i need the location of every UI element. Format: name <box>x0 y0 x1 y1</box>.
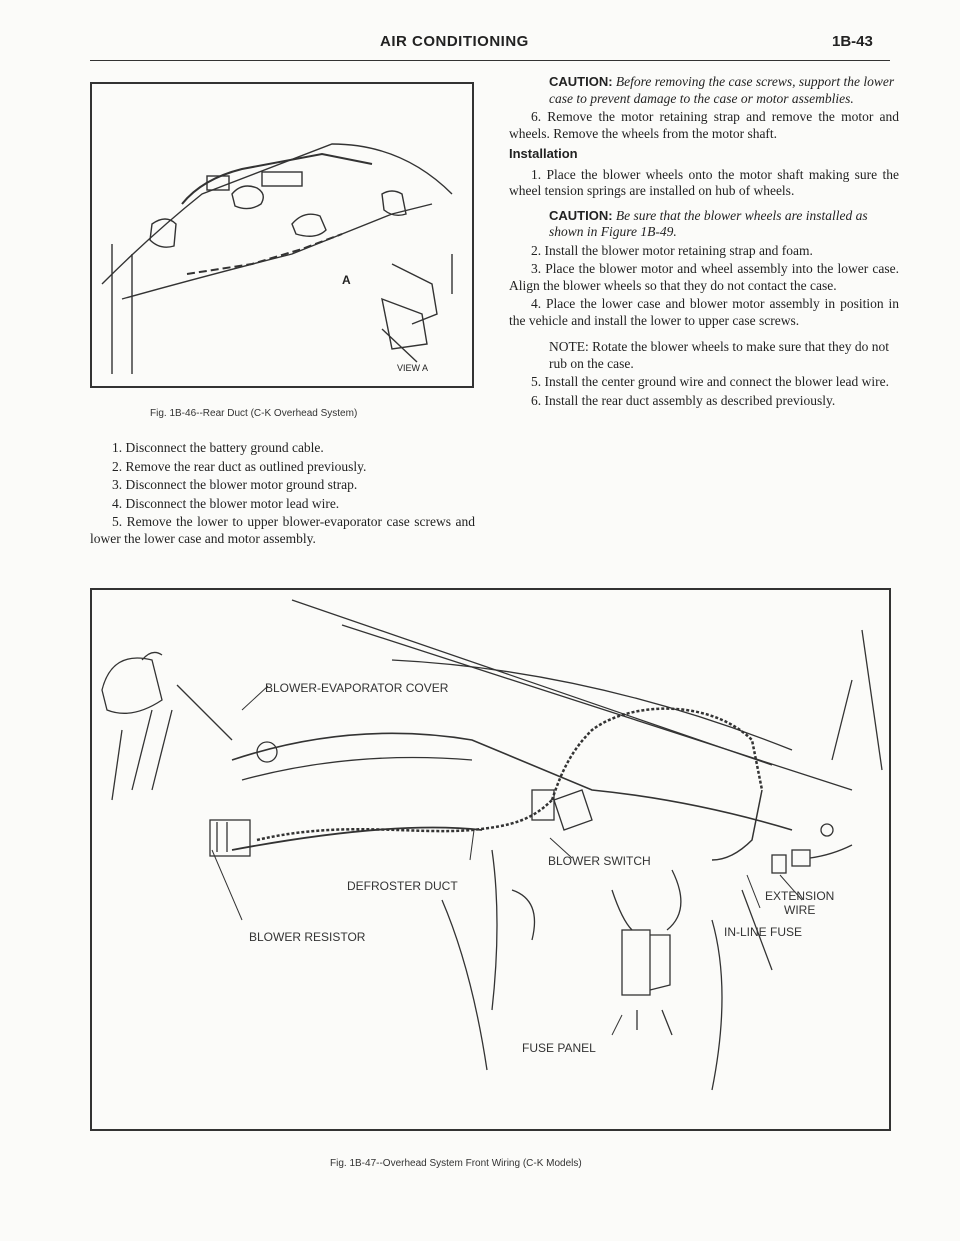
step: 4. Place the lower case and blower motor assembly in position in the vehicle and install the lower to upper case screws. <box>509 296 899 328</box>
step: 1. Disconnect the battery ground cable. <box>112 440 324 455</box>
step: 1. Place the blower wheels onto the motor shaft making sure the wheel tension springs are installed on hub of wheels. <box>509 166 899 198</box>
figure-front-wiring <box>90 588 891 1131</box>
step: 5. Install the center ground wire and connect the blower lead wire. <box>531 374 889 389</box>
header-rule <box>90 60 890 61</box>
label-extension: EXTENSION <box>765 889 835 903</box>
left-column <box>90 440 475 549</box>
caution-label: CAUTION: <box>549 207 613 223</box>
step: 6. Remove the motor retaining strap and remove the motor and wheels. Remove the wheels from the motor shaft. <box>509 109 899 141</box>
front-wiring-illustration <box>92 590 889 1129</box>
right-column <box>509 74 899 411</box>
step: 4. Disconnect the blower motor lead wire. <box>112 495 340 511</box>
label-blower-switch: BLOWER SWITCH <box>548 854 651 868</box>
view-label: VIEW A <box>397 363 429 373</box>
page-header-title: AIR CONDITIONING <box>380 33 529 50</box>
label-extension-wire: WIRE <box>784 903 816 917</box>
label-blower-resistor: BLOWER RESISTOR <box>249 930 366 944</box>
caution-note <box>549 208 899 241</box>
page-number: 1B-43 <box>832 33 873 50</box>
step: 2. Install the blower motor retaining strap and foam. <box>531 242 813 258</box>
step: 3. Disconnect the blower motor ground strap. <box>112 477 358 492</box>
label-blower-evaporator-cover: BLOWER-EVAPORATOR COVER <box>265 681 449 695</box>
figure2-caption: Fig. 1B-47--Overhead System Front Wiring (C-K Models) <box>330 1158 582 1169</box>
label-in-line-fuse: IN-LINE FUSE <box>724 925 803 939</box>
caution-note <box>549 74 899 107</box>
rear-duct-illustration <box>92 84 472 386</box>
figure-rear-duct <box>90 82 474 388</box>
step: 2. Remove the rear duct as outlined previously. <box>112 458 367 474</box>
section-heading-installation: Installation <box>509 146 578 161</box>
caution-text: Be sure that the blower wheels are installed as shown in Figure 1B-49. <box>549 207 868 239</box>
caution-label: CAUTION: <box>549 74 613 89</box>
view-letter: A <box>342 273 351 287</box>
note: NOTE: Rotate the blower wheels to make sure that they do not rub on the case. <box>549 339 890 371</box>
label-fuse-panel: FUSE PANEL <box>522 1041 596 1055</box>
step: 6. Install the rear duct assembly as described previously. <box>531 392 836 408</box>
step: 3. Place the blower motor and wheel assembly into the lower case. Align the blower wheels so that they do not contact the case. <box>509 261 899 293</box>
step: 5. Remove the lower to upper blower-evaporator case screws and lower the lower case and motor assembly. <box>90 514 475 546</box>
figure1-caption: Fig. 1B-46--Rear Duct (C-K Overhead System) <box>150 408 358 419</box>
caution-text: Before removing the case screws, support the lower case to prevent damage to the case or motor assemblies. <box>549 74 895 106</box>
label-defroster-duct: DEFROSTER DUCT <box>347 879 458 893</box>
